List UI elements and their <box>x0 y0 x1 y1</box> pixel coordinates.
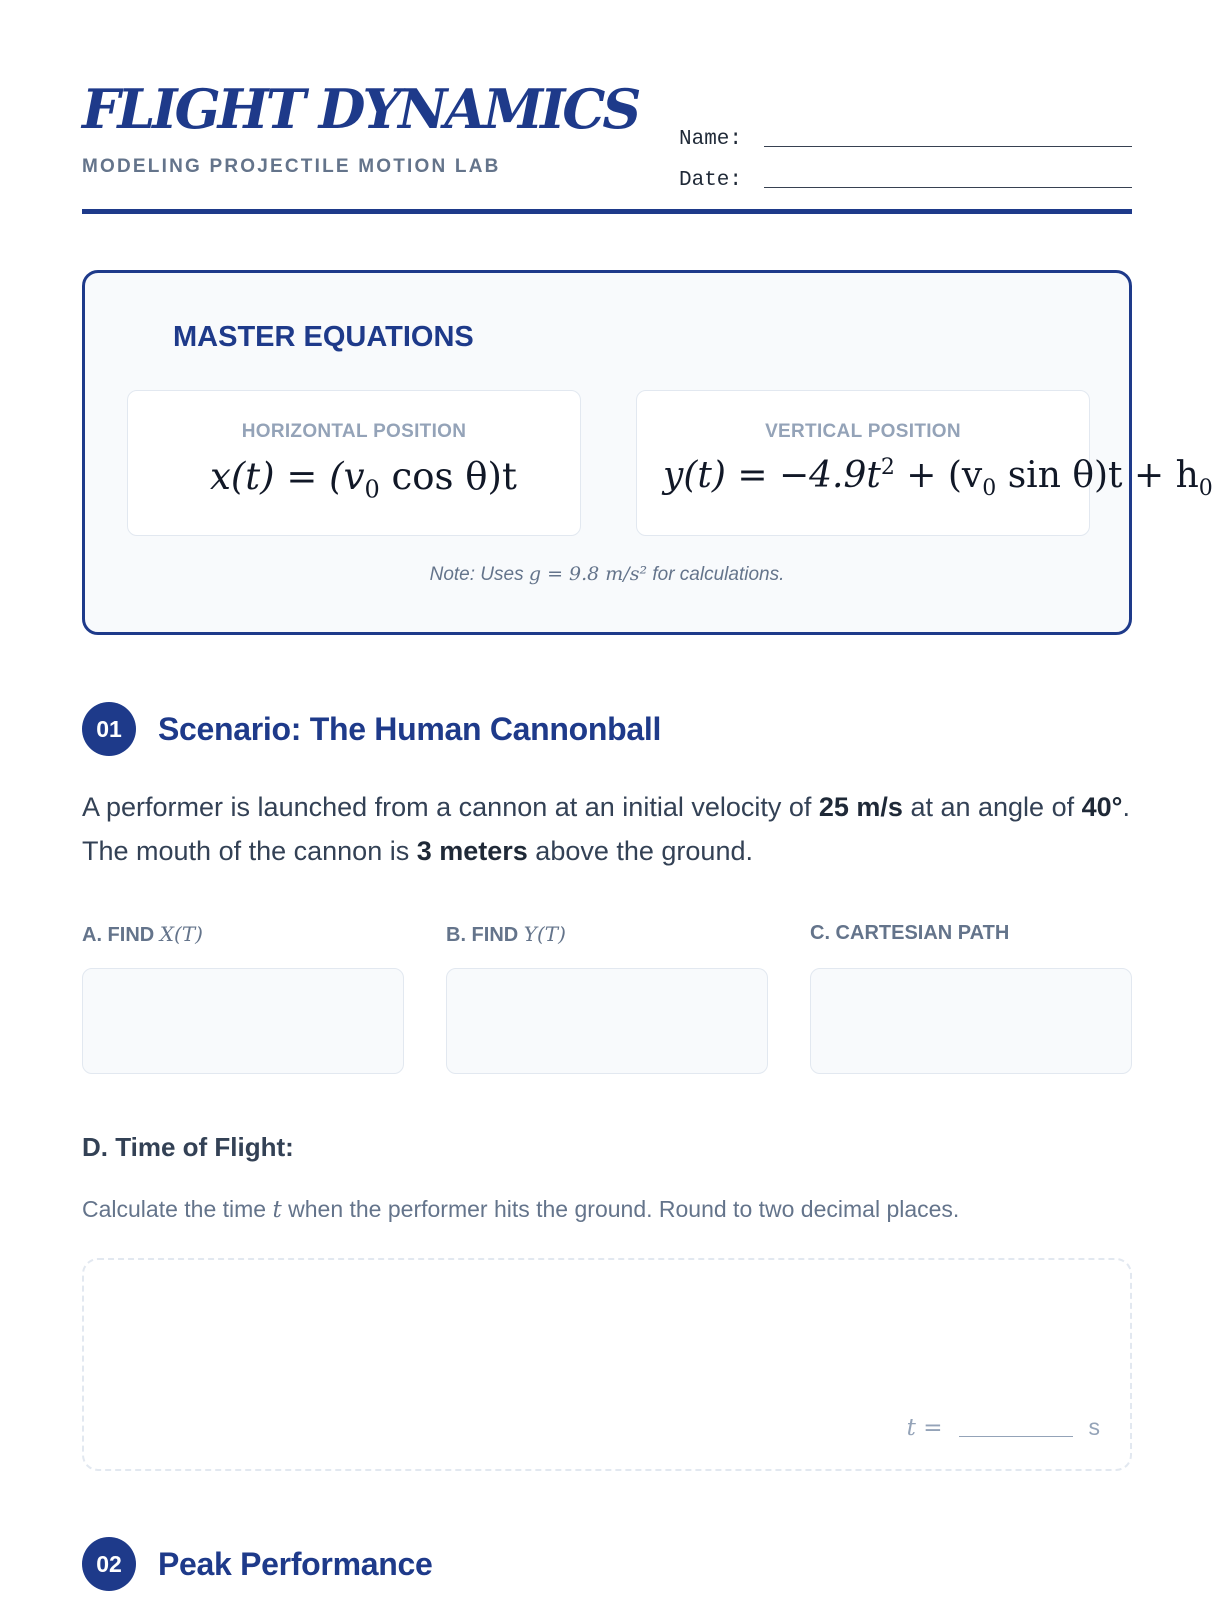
page-title: FLIGHT DYNAMICS <box>82 77 639 141</box>
section-title: Scenario: The Human Cannonball <box>158 710 662 747</box>
date-label: Date: <box>679 169 743 192</box>
worksheet-page <box>82 0 1213 1600</box>
scenario-text: A performer is launched from a cannon at an initial velocity of 25 m/s at an angle of 40°. The mouth of the cannon is 3 meters above the ground. <box>82 792 1130 866</box>
subquestion-label: B. FIND Y(T) <box>446 922 566 946</box>
subquestion-label: C. CARTESIAN PATH <box>810 922 1010 944</box>
master-equations-title: MASTER EQUATIONS <box>173 321 474 353</box>
part-d-description: Calculate the time t when the performer hits the ground. Round to two decimal places. <box>82 1196 960 1223</box>
subquestion-c <box>810 922 1132 1074</box>
name-field[interactable] <box>764 125 1132 147</box>
horizontal-equation-label: HORIZONTAL POSITION <box>241 421 467 442</box>
section-02-header <box>82 1537 432 1591</box>
section-title: Peak Performance <box>158 1545 433 1582</box>
section-number-badge: 01 <box>82 702 136 756</box>
date-field[interactable] <box>764 166 1132 188</box>
gravity-note: Note: Uses g = 9.8 m/s² for calculations. <box>429 563 785 585</box>
vertical-equation-label: VERTICAL POSITION <box>765 421 961 442</box>
header-divider <box>82 209 1132 214</box>
date-row <box>679 151 1132 192</box>
time-answer: t = s <box>906 1414 1100 1441</box>
horizontal-equation-card <box>127 390 581 536</box>
section-number-badge: 02 <box>82 1537 136 1591</box>
subquestion-b <box>446 922 768 1074</box>
subquestion-label: A. FIND X(T) <box>82 922 203 946</box>
student-fields <box>679 110 1132 192</box>
vertical-equation: $y(t) = -4.9t^2 + (v_0$ $\sin \theta)t + h_0$ <box>663 455 1213 502</box>
brand <box>82 77 639 178</box>
page-subtitle: MODELING PROJECTILE MOTION LAB <box>82 156 501 177</box>
answer-box[interactable] <box>446 968 768 1074</box>
subquestion-a <box>82 922 404 1074</box>
horizontal-equation: $x(t) = (v_0$ cos θ)t <box>210 455 517 504</box>
time-of-flight-work-area[interactable] <box>82 1258 1132 1471</box>
name-row <box>679 110 1132 151</box>
master-equations-panel <box>82 270 1213 635</box>
answer-box[interactable] <box>810 968 1132 1074</box>
answer-box[interactable] <box>82 968 404 1074</box>
vertical-equation-card <box>636 390 1213 536</box>
part-d-title: D. Time of Flight: <box>82 1132 294 1162</box>
name-label: Name: <box>679 128 743 151</box>
section-01-header <box>82 702 661 756</box>
time-answer-field[interactable] <box>959 1417 1073 1437</box>
